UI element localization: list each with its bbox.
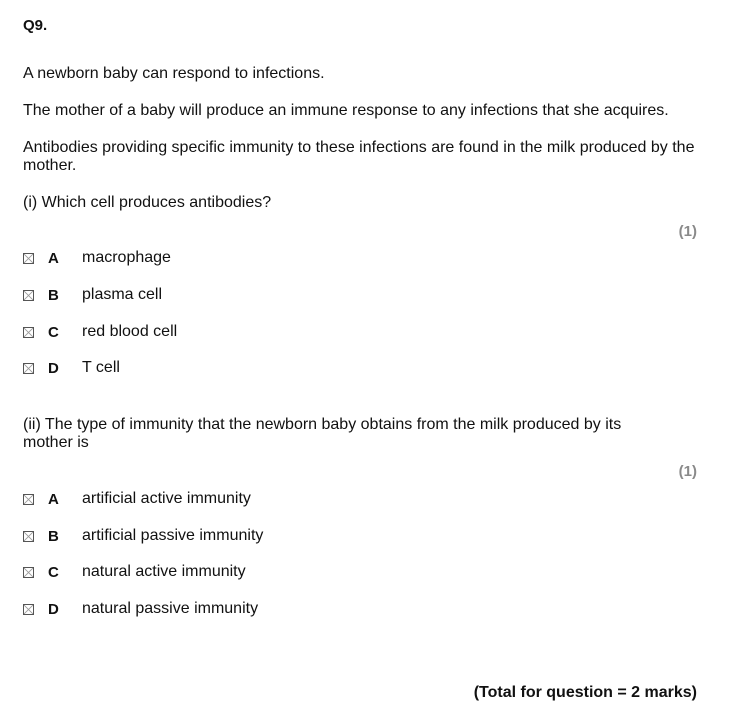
part-i-option-d[interactable] — [23, 358, 120, 378]
option-letter: B — [48, 527, 59, 545]
part-i-prompt: (i) Which cell produces antibodies? — [23, 194, 272, 211]
option-letter: B — [48, 286, 59, 304]
option-text: plasma cell — [82, 286, 163, 303]
part-ii-option-b[interactable] — [23, 526, 263, 546]
option-letter: C — [48, 323, 59, 341]
part-i-marks: (1) — [678, 223, 697, 240]
part-ii-prompt: (ii) The type of immunity that the newborn baby obtains from the milk produced by its mother is — [23, 416, 622, 451]
option-text: T cell — [82, 359, 120, 376]
part-ii-option-c[interactable] — [23, 562, 246, 582]
part-i-option-b[interactable] — [23, 285, 162, 305]
part-ii-option-d[interactable] — [23, 599, 258, 619]
checkbox-icon[interactable] — [23, 604, 34, 615]
option-text: natural passive immunity — [82, 600, 259, 617]
part-ii-option-a[interactable] — [23, 489, 251, 509]
total-marks: (Total for question = 2 marks) — [473, 684, 697, 701]
option-text: natural active immunity — [82, 563, 246, 580]
intro-line-3: Antibodies providing specific immunity to these infections are found in the milk produced by the mother. — [23, 139, 695, 174]
checkbox-icon[interactable] — [23, 253, 34, 264]
question-number: Q9. — [23, 17, 48, 34]
part-ii-marks: (1) — [678, 463, 697, 480]
option-text: macrophage — [82, 249, 171, 266]
option-letter: A — [48, 249, 59, 267]
checkbox-icon[interactable] — [23, 567, 34, 578]
checkbox-icon[interactable] — [23, 290, 34, 301]
intro-line-1: A newborn baby can respond to infections. — [23, 65, 325, 82]
option-text: artificial passive immunity — [82, 527, 264, 544]
option-text: red blood cell — [82, 323, 178, 340]
checkbox-icon[interactable] — [23, 494, 34, 505]
checkbox-icon[interactable] — [23, 327, 34, 338]
part-i-option-a[interactable] — [23, 248, 171, 268]
part-i-option-c[interactable] — [23, 322, 177, 342]
option-letter: D — [48, 359, 59, 377]
option-letter: C — [48, 563, 59, 581]
option-letter: D — [48, 600, 59, 618]
checkbox-icon[interactable] — [23, 363, 34, 374]
intro-line-2: The mother of a baby will produce an immune response to any infections that she acquires. — [23, 102, 669, 119]
option-text: artificial active immunity — [82, 490, 251, 507]
option-letter: A — [48, 490, 59, 508]
checkbox-icon[interactable] — [23, 531, 34, 542]
